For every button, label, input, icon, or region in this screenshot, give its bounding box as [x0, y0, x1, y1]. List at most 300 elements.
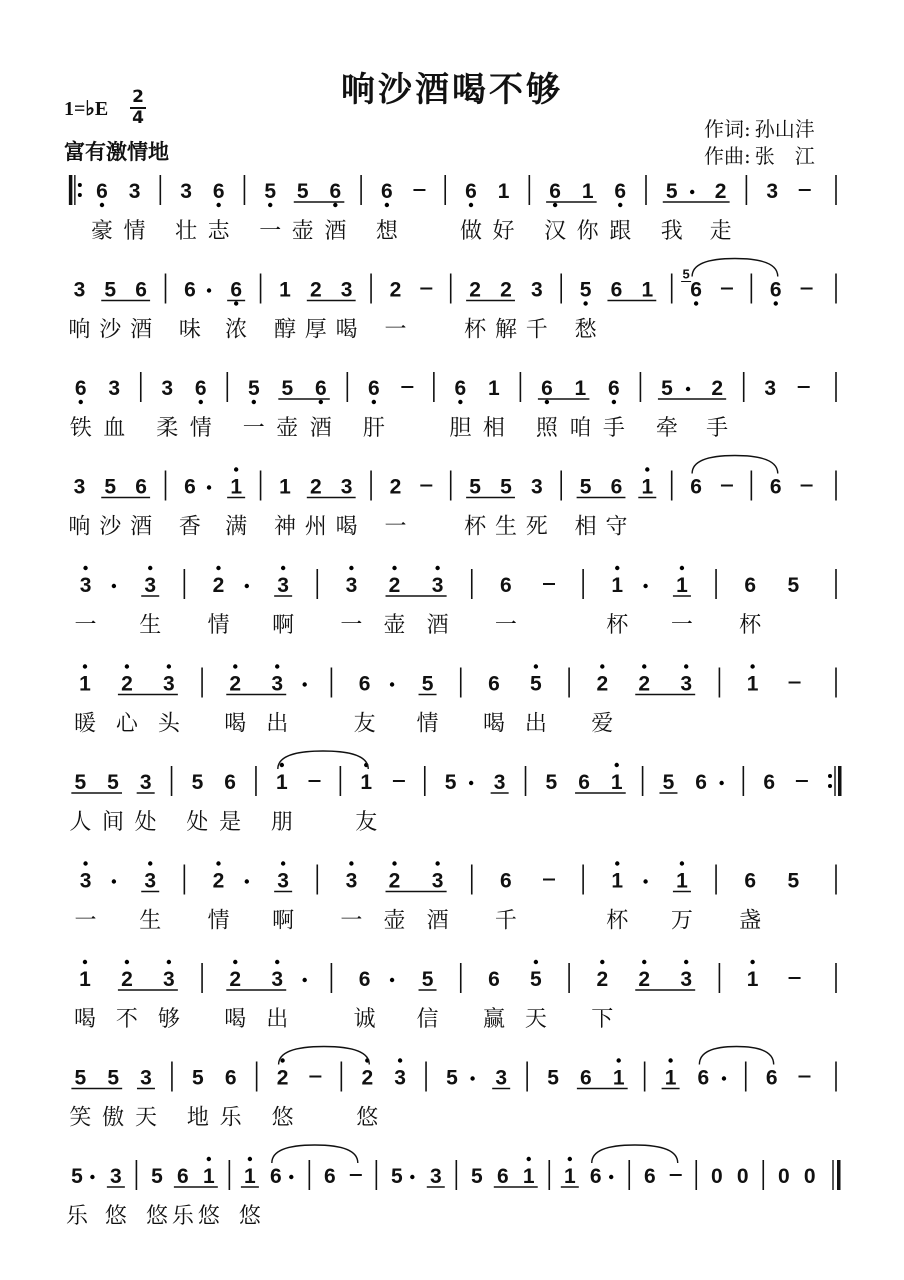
note: 0 [777, 1165, 790, 1188]
lyric-syllable: 间 [102, 810, 125, 835]
lyric-syllable: 酒 [130, 317, 153, 343]
note: 5 [500, 475, 512, 499]
meter-top: 2 [132, 87, 144, 107]
augmentation-dot [207, 288, 211, 292]
note: 5 [469, 475, 481, 499]
high-octave-dot [234, 467, 238, 471]
lyric-syllable: 壶 [383, 613, 406, 638]
note: 1 [275, 771, 288, 794]
note: 0 [803, 1165, 816, 1188]
high-octave-dot [349, 566, 353, 570]
note: 2 [711, 377, 724, 400]
note: 5 [296, 180, 309, 203]
note: 3 [431, 574, 444, 597]
note: 3 [429, 1165, 442, 1188]
lyric-syllable: 悠 [356, 1105, 379, 1131]
note: 3 [161, 377, 174, 400]
lyric-syllable: 生 [139, 613, 162, 638]
lyric-syllable: 下 [591, 1007, 614, 1032]
high-octave-dot [435, 861, 439, 865]
low-octave-dot [583, 301, 587, 305]
composer-label: 作曲: [704, 144, 751, 168]
note: 5 [665, 180, 678, 203]
tie-slur [272, 1145, 358, 1163]
lyric-syllable: 万 [670, 908, 693, 934]
note: 5 [74, 771, 87, 794]
lyric-syllable: 壶 [383, 908, 406, 934]
high-octave-dot [83, 960, 87, 964]
note: 5 [264, 180, 277, 203]
note: 5 [662, 771, 675, 794]
note: 3 [163, 968, 175, 991]
tie-slur [692, 456, 778, 474]
lyric-syllable: 杯 [606, 908, 629, 934]
lyric-syllable: 豪 [90, 219, 113, 244]
note: 3 [144, 869, 157, 893]
note: 1 [574, 377, 587, 400]
note: 1 [497, 180, 510, 203]
note: 1 [746, 968, 759, 991]
high-octave-dot [534, 664, 538, 668]
note: 6 [358, 968, 371, 991]
lyric-syllable: 牵 [655, 416, 678, 441]
note: 3 [394, 1066, 406, 1090]
lyric-syllable: 做 [459, 219, 483, 244]
lyric-syllable: 杯 [739, 613, 762, 638]
lyric-syllable: 走 [709, 219, 732, 244]
composer-name: 张 江 [754, 144, 815, 168]
note: 3 [680, 672, 693, 696]
high-octave-dot [680, 566, 684, 570]
lyric-syllable: 咱 [569, 416, 592, 441]
note: 6 [314, 377, 327, 400]
note: 3 [495, 1066, 508, 1090]
note: 3 [766, 180, 779, 203]
note: 5 [787, 869, 800, 893]
lyric-syllable: 喝 [224, 711, 247, 737]
note: 5 [247, 377, 260, 400]
lyric-syllable: 一 [670, 613, 693, 638]
note: 0 [736, 1165, 749, 1188]
note: 6 [224, 771, 236, 794]
note: 1 [244, 1165, 256, 1188]
lyric-syllable: 沙 [99, 514, 122, 540]
low-octave-dot [774, 301, 778, 305]
repeat-end-thick [838, 766, 842, 796]
note: 5 [71, 1165, 83, 1188]
note: 5 [191, 771, 204, 794]
note: 5 [104, 475, 117, 499]
augmentation-dot [245, 584, 249, 588]
low-octave-dot [216, 203, 220, 207]
note: 6 [230, 278, 243, 302]
lyricist-label: 作词: [704, 117, 751, 141]
repeat-dot [78, 183, 82, 187]
lyric-syllable: 手 [706, 416, 729, 441]
note: 6 [763, 771, 776, 794]
lyric-syllable: 浓 [225, 317, 248, 343]
high-octave-dot [233, 960, 237, 964]
lyric-syllable: 情 [123, 219, 146, 244]
note: 2 [714, 180, 727, 203]
note: 6 [765, 1066, 778, 1090]
note: 2 [596, 672, 609, 696]
augmentation-dot [690, 190, 694, 194]
note: 5 [787, 574, 800, 597]
note: 6 [212, 180, 225, 203]
augmentation-dot [643, 584, 647, 588]
augmentation-dot [112, 879, 116, 883]
lyric-syllable: 柔 [156, 416, 179, 441]
lyric-syllable: 赢 [482, 1007, 505, 1032]
note: 5 [391, 1165, 403, 1188]
note: 3 [139, 771, 152, 794]
note: 5 [74, 1066, 87, 1090]
lyric-syllable: 悠 [197, 1204, 220, 1229]
augmentation-dot [686, 387, 690, 391]
lyric-syllable: 喝 [73, 1007, 96, 1032]
low-octave-dot [372, 400, 376, 404]
note: 6 [194, 377, 207, 400]
lyric-syllable: 照 [535, 416, 558, 441]
note: 6 [135, 278, 147, 302]
note: 1 [230, 475, 243, 499]
note: 3 [277, 574, 289, 597]
lyric-syllable: 手 [602, 416, 625, 441]
repeat-dot [78, 193, 82, 197]
repeat-start-thick [69, 175, 73, 205]
lyric-syllable: 想 [375, 219, 398, 244]
high-octave-dot [750, 664, 754, 668]
augmentation-dot [719, 781, 723, 785]
lyric-syllable: 神 [273, 514, 296, 540]
note: 2 [500, 278, 512, 302]
note: 6 [614, 180, 627, 203]
note: 1 [611, 869, 624, 893]
note: 1 [79, 672, 91, 696]
note: 6 [367, 377, 380, 400]
lyric-syllable: 杯 [606, 613, 629, 638]
lyric-syllable: 壶 [291, 219, 314, 244]
lyric-syllable: 喝 [482, 711, 505, 737]
lyric-syllable: 酒 [426, 613, 449, 638]
note: 2 [361, 1066, 374, 1090]
low-octave-dot [385, 203, 389, 207]
lyric-syllable: 出 [524, 711, 547, 737]
note: 1 [664, 1066, 677, 1090]
tempo-marking: 富有激情地 [64, 140, 169, 164]
note: 1 [522, 1165, 535, 1188]
lyric-syllable: 够 [157, 1007, 180, 1032]
high-octave-dot [248, 1157, 252, 1161]
augmentation-dot [390, 978, 394, 982]
tie-slur [699, 1047, 773, 1065]
note: 6 [224, 1066, 237, 1090]
lyric-syllable: 出 [266, 711, 289, 737]
note: 1 [581, 180, 594, 203]
note: 1 [612, 1066, 625, 1090]
lyric-syllable: 喝 [224, 1007, 247, 1032]
note: 2 [229, 968, 242, 991]
note: 3 [340, 475, 353, 499]
lyric-syllable: 响 [68, 514, 91, 540]
lyric-syllable: 头 [157, 711, 180, 737]
note: 6 [589, 1165, 602, 1188]
high-octave-dot [642, 960, 646, 964]
lyric-syllable: 地 [186, 1105, 209, 1131]
high-octave-dot [684, 664, 688, 668]
note: 5 [471, 1165, 483, 1188]
note: 6 [608, 377, 620, 400]
lyric-syllable: 死 [525, 514, 548, 540]
lyric-syllable: 一 [74, 613, 97, 638]
lyric-syllable: 胆 [449, 416, 472, 441]
low-octave-dot [469, 203, 473, 207]
note: 5 [421, 968, 434, 991]
note: 3 [345, 869, 358, 893]
high-octave-dot [615, 566, 619, 570]
lyric-syllable: 一 [74, 908, 97, 934]
high-octave-dot [148, 566, 152, 570]
note: 1 [641, 475, 654, 499]
note: 3 [431, 869, 444, 893]
note: 6 [184, 278, 196, 302]
note: 2 [276, 1066, 289, 1090]
augmentation-dot [245, 879, 249, 883]
note: 5 [545, 771, 558, 794]
high-octave-dot [615, 763, 619, 767]
note: 2 [212, 574, 225, 597]
augmentation-dot [469, 781, 473, 785]
note: 3 [73, 475, 86, 499]
note: 6 [541, 377, 553, 400]
note: 5 [547, 1066, 559, 1090]
note: 2 [212, 869, 225, 893]
high-octave-dot [392, 861, 396, 865]
lyric-syllable: 香 [178, 514, 201, 540]
note: 5 [579, 475, 592, 499]
lyric-syllable: 暖 [73, 711, 96, 737]
tie-slur [692, 259, 778, 277]
high-octave-dot [349, 861, 353, 865]
note: 2 [229, 672, 242, 696]
low-octave-dot [268, 203, 272, 207]
lyric-syllable: 味 [178, 317, 201, 343]
note: 3 [79, 574, 92, 597]
high-octave-dot [275, 960, 279, 964]
song-title: 响沙酒喝不够 [341, 70, 563, 110]
augmentation-dot [643, 879, 647, 883]
lyric-syllable: 一 [494, 613, 517, 638]
lyric-syllable: 是 [219, 810, 242, 835]
note: 3 [79, 869, 92, 893]
note: 6 [643, 1165, 656, 1188]
augmentation-dot [207, 485, 211, 489]
lyric-syllable: 铁 [69, 416, 92, 441]
lyric-syllable: 信 [416, 1007, 439, 1032]
low-octave-dot [333, 203, 337, 207]
repeat-dot [828, 774, 832, 778]
lyric-syllable: 愁 [574, 317, 597, 343]
lyric-syllable: 跟 [609, 219, 632, 244]
lyric-syllable: 一 [340, 908, 363, 934]
key-signature: 1=♭E [64, 98, 109, 120]
lyric-syllable: 我 [660, 219, 683, 244]
lyric-syllable: 盏 [739, 908, 762, 934]
high-octave-dot [534, 960, 538, 964]
augmentation-dot [112, 584, 116, 588]
lyric-syllable: 一 [259, 219, 282, 244]
lyric-syllable: 悠 [238, 1204, 261, 1229]
note: 6 [381, 180, 393, 203]
note: 5 [104, 278, 117, 302]
lyricist-name: 孙山沣 [754, 117, 815, 141]
augmentation-dot [289, 1175, 293, 1179]
lyric-syllable: 一 [340, 613, 363, 638]
lyric-syllable: 友 [355, 810, 378, 835]
high-octave-dot [684, 960, 688, 964]
low-octave-dot [553, 203, 557, 207]
low-octave-dot [458, 400, 462, 404]
note: 6 [690, 278, 702, 302]
lyric-syllable: 醇 [273, 317, 296, 343]
augmentation-dot [470, 1076, 474, 1080]
note: 6 [496, 1165, 509, 1188]
high-octave-dot [600, 664, 604, 668]
high-octave-dot [750, 960, 754, 964]
high-octave-dot [280, 1058, 284, 1062]
note: 6 [184, 475, 196, 499]
note: 6 [135, 475, 147, 499]
note: 1 [676, 574, 688, 597]
high-octave-dot [125, 960, 129, 964]
lyric-syllable: 人 [69, 810, 92, 835]
lyric-syllable: 壶 [276, 416, 299, 441]
note: 6 [744, 869, 757, 893]
high-octave-dot [392, 566, 396, 570]
lyric-syllable: 州 [304, 514, 327, 540]
note: 3 [163, 672, 175, 696]
augmentation-dot [410, 1175, 414, 1179]
high-octave-dot [216, 861, 220, 865]
note: 1 [488, 377, 500, 400]
note: 6 [488, 672, 500, 696]
high-octave-dot [680, 861, 684, 865]
augmentation-dot [302, 978, 306, 982]
note: 6 [177, 1165, 189, 1188]
note: 1 [611, 574, 624, 597]
lyric-syllable: 沙 [99, 317, 122, 343]
note: 1 [641, 278, 654, 302]
note: 6 [744, 574, 757, 597]
note: 6 [549, 180, 561, 203]
high-octave-dot [668, 1058, 672, 1062]
high-octave-dot [233, 664, 237, 668]
lyric-syllable: 相 [482, 416, 505, 441]
lyric-syllable: 杯 [464, 514, 487, 540]
note: 3 [128, 180, 141, 203]
lyric-syllable: 处 [186, 810, 209, 835]
lyric-syllable: 守 [605, 514, 628, 540]
note: 3 [345, 574, 358, 597]
high-octave-dot [167, 664, 171, 668]
high-octave-dot [83, 566, 87, 570]
lyric-syllable: 悠 [104, 1204, 127, 1229]
lyric-syllable: 肝 [362, 416, 385, 441]
final-barline-thick [837, 1160, 841, 1190]
repeat-dot [828, 784, 832, 788]
note: 5 [446, 1066, 458, 1090]
note: 2 [389, 475, 402, 499]
high-octave-dot [398, 1058, 402, 1062]
note: 6 [769, 278, 782, 302]
note: 5 [530, 672, 542, 696]
note: 5 [107, 771, 119, 794]
lyric-syllable: 千 [525, 317, 548, 343]
note: 1 [79, 968, 91, 991]
tie-slur [278, 751, 368, 769]
lyric-syllable: 天 [134, 1105, 157, 1131]
note: 5 [151, 1165, 163, 1188]
lyric-syllable: 诚 [353, 1007, 376, 1032]
note: 3 [271, 968, 284, 991]
note: 3 [340, 278, 353, 302]
note: 2 [389, 278, 402, 302]
note: 6 [769, 475, 782, 499]
note: 1 [279, 278, 291, 302]
lyric-syllable: 一 [242, 416, 265, 441]
note: 6 [578, 771, 590, 794]
lyric-syllable: 解 [494, 317, 517, 343]
note: 3 [180, 180, 192, 203]
high-octave-dot [216, 566, 220, 570]
note: 3 [530, 475, 543, 499]
high-octave-dot [600, 960, 604, 964]
lyric-syllable: 一 [384, 514, 407, 540]
note: 2 [388, 574, 401, 597]
low-octave-dot [612, 400, 616, 404]
note: 6 [690, 475, 702, 499]
lyric-syllable: 悠 [271, 1105, 294, 1131]
lyric-syllable: 不 [115, 1007, 138, 1032]
note: 5 [281, 377, 294, 400]
high-octave-dot [125, 664, 129, 668]
high-octave-dot [435, 566, 439, 570]
note: 2 [596, 968, 609, 991]
lyric-syllable: 喝 [335, 317, 358, 343]
note: 5 [192, 1066, 204, 1090]
lyric-syllable: 血 [103, 416, 126, 441]
lyric-syllable: 酒 [309, 416, 332, 441]
lyric-syllable: 啊 [272, 613, 295, 638]
tie-slur [279, 1047, 370, 1065]
high-octave-dot [275, 664, 279, 668]
lyric-syllable: 傲 [102, 1105, 125, 1131]
lyric-syllable: 满 [225, 514, 248, 540]
note: 2 [469, 278, 481, 302]
lyric-syllable: 情 [207, 908, 230, 934]
grace-note: 5 [682, 266, 690, 282]
augmentation-dot [609, 1175, 613, 1179]
note: 1 [279, 475, 291, 499]
lyric-syllable: 情 [189, 416, 212, 441]
note: 3 [110, 1165, 122, 1188]
high-octave-dot [615, 861, 619, 865]
lyric-syllable: 啊 [272, 908, 295, 934]
low-octave-dot [100, 203, 104, 207]
low-octave-dot [234, 301, 238, 305]
note: 1 [202, 1165, 215, 1188]
